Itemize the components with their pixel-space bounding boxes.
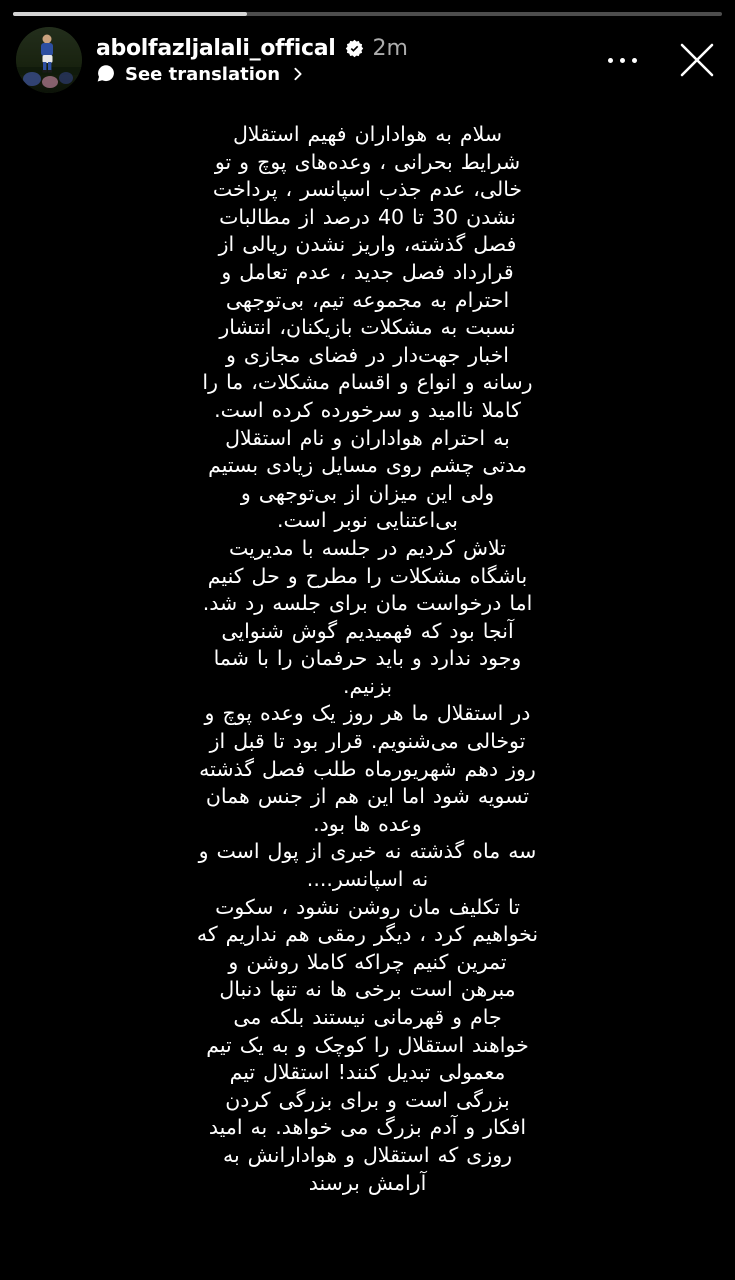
story-text-line: نخواهیم کرد ، دیگر رمقی هم نداریم که [196, 922, 539, 947]
story-text-line: جام و قهرمانی نیستند بلکه می [233, 1005, 502, 1029]
story-text-line: خالی، عدم جذب اسپانسر ، پرداخت [212, 177, 523, 202]
header-actions [602, 36, 721, 84]
speech-bubble-icon [96, 64, 116, 84]
story-text-line: کاملا ناامید و سرخورده کرده است. [214, 397, 521, 422]
story-text-line: تسویه شود اما این هم از جنس همان [205, 784, 530, 809]
username[interactable]: abolfazljalali_offical [96, 35, 336, 61]
story-timestamp: 2m [372, 35, 408, 61]
story-text-line: روزی که استقلال و هوادارانش به [222, 1142, 513, 1167]
story-text-line: نه اسپانسر.... [306, 867, 429, 892]
user-info [96, 36, 408, 85]
story-text-line: سلام به هواداران فهیم استقلال [232, 122, 503, 146]
story-text-line: اخبار جهت‌دار در فضای مجازی و [226, 342, 509, 367]
story-text-line: احترام به مجموعه تیم، بی‌توجهی [225, 287, 510, 312]
chevron-right-icon [291, 67, 305, 81]
story-text-line: افکار و آدم بزرگ می خواهد. به امید [208, 1115, 527, 1140]
see-translation-button[interactable] [96, 64, 408, 85]
story-text-line: خواهند استقلال را کوچک و به یک تیم [206, 1032, 529, 1057]
story-progress-fill [13, 12, 247, 16]
story-text-line: توخالی می‌شنویم. قرار بود تا قبل از [209, 729, 526, 754]
story-text-line: نسبت به مشکلات بازیکنان، انتشار [219, 315, 516, 340]
story-text-line: مدتی چشم روی مسایل زیادی بستیم [208, 453, 527, 478]
ellipsis-icon [608, 58, 613, 63]
close-button[interactable] [673, 36, 721, 84]
story-text-line: به احترام هواداران و نام استقلال [225, 425, 510, 450]
story-text-line: وجود ندارد و باید حرفمان را با شما [213, 646, 522, 671]
story-text-line: وعده ها بود. [313, 811, 422, 836]
story-text-line: نشدن 30 تا 40 درصد از مطالبات [219, 204, 516, 229]
story-text-line: سه ماه گذشته نه خبری از پول است و [198, 839, 537, 864]
story-text-line: تلاش کردیم در جلسه با مدیریت [229, 535, 506, 560]
close-icon [675, 38, 719, 82]
story-header [16, 25, 721, 95]
story-text-line: تمرین کنیم چراکه کاملا روشن و [228, 949, 507, 974]
story-text-line: روز دهم شهریورماه طلب فصل گذشته [199, 756, 536, 781]
story-text-line: شرایط بحرانی ، وعده‌های پوچ و تو [214, 149, 521, 174]
story-text-line: بزنیم. [342, 673, 393, 698]
story-text-block [0, 121, 735, 1197]
story-text-line: ولی این میزان از بی‌توجهی و [240, 480, 495, 505]
story-text-line: تا تکلیف مان روشن نشود ، سکوت [215, 894, 520, 919]
story-text-line: بی‌اعتنایی نوبر است. [277, 508, 458, 533]
more-options-button[interactable] [602, 52, 643, 69]
story-text-line: مبرهن است برخی ها نه تنها دنبال [219, 977, 516, 1002]
verified-badge-icon [345, 39, 364, 58]
avatar-photo [16, 27, 82, 93]
story-text-line: فصل گذشته، واریز نشدن ریالی از [218, 232, 517, 257]
story-text-line: بزرگی است و برای بزرگی کردن [225, 1087, 510, 1112]
story-text-line: آرامش برسند [308, 1170, 427, 1195]
see-translation-label: See translation [125, 63, 281, 85]
story-text-line: معمولی تبدیل کنند! استقلال تیم [229, 1060, 506, 1085]
story-text-line: آنجا بود که فهمیدیم گوش شنوایی [221, 618, 514, 643]
story-text-line: باشگاه مشکلات را مطرح و حل کنیم [207, 563, 528, 588]
story-progress-bar [13, 12, 722, 16]
story-text-line: رسانه و انواع و اقسام مشکلات، ما را [202, 370, 533, 395]
story-text-line: در استقلال ما هر روز یک وعده پوچ و [204, 701, 531, 726]
avatar[interactable] [16, 27, 82, 93]
story-text-line: قرارداد فصل جدید ، عدم تعامل و [221, 259, 514, 284]
story-text-line: اما درخواست مان برای جلسه رد شد. [202, 591, 533, 616]
